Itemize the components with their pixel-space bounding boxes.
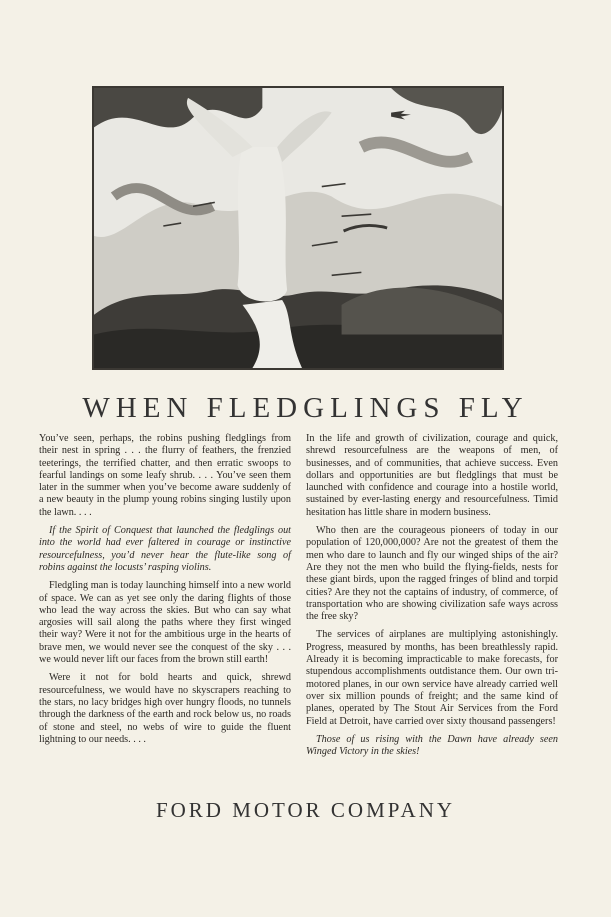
paragraph: Were it not for bold hearts and quick, shrewd resourcefulness, we would have no skyscrapers reaching to the stars, no lacy bridges high over hungry floods, no tunnels through the darkness of the earth and rock below us, no roads of stone and steel, no webs of wire to guide the fluent lightning to our needs. . . . (39, 672, 291, 745)
headline: WHEN FLEDGLINGS FLY (82, 392, 529, 424)
paragraph: The services of airplanes are multiplying astonishingly. Progress, measured by months, has been breathlessly rapid. Already it is becoming impracticable to make forecasts, for stupendous accomplishments outdistance them. Our own tri-motored planes, in our own service have already carried well over six million pounds of freight; and the same kind of planes, operated by The Stout Air Services from the Ford Field at Detroit, have carried over sixty thousand passengers! (306, 629, 558, 727)
paragraph-italic: Those of us rising with the Dawn have already seen Winged Victory in the skies! (306, 733, 558, 758)
paragraph: Who then are the courageous pioneers of today in our population of 120,000,000? Are not the greatest of them the men who dare to launch and fly our winged ships of the air? Are they not the men who build the flying-fields, nests for these giant birds, upon the ragged fringes of blind and torpid cities? Are they not the captains of industry, of commerce, of transportation who are showing civilization safe ways across the free sky? (306, 525, 558, 623)
signature: FORD MOTOR COMPANY (155, 798, 456, 822)
paragraph-italic: If the Spirit of Conquest that launched the fledglings out into the world had ever faltered in courage or instinctive resourcefulness, you’d never hear the flute-like song of robins against the locusts’ rasping violins. (39, 525, 291, 573)
paragraph: In the life and growth of civilization, courage and quick, shrewd resourcefulness are the weapons of men, of businesses, and of communities, that achieve success. Even dollars and opportunities are but fledglings that must be launched with confidence and courage into a hostile world, sustained by ever-lasting energy and resourcefulness. Timid hesitation has little share in modern business. (306, 433, 558, 518)
right-column (306, 433, 558, 764)
paragraph: Fledgling man is today launching himself into a new world of space. We can as yet see only the daring flights of those who lead the way across the skies. But who can say what argosies will sail along the paths where they first winged their way? Were it not for the ambitious urge in the hearts of brave men, we would never see the conquest of the sky . . . we would never lift our faces from the brown still earth! (39, 580, 291, 666)
left-column (39, 433, 291, 752)
paragraph: You’ve seen, perhaps, the robins pushing fledglings from their nest in spring . . . the flurry of feathers, the frenzied teeterings, the terrified chatter, and then erratic swoops to fearful landings on some leafy shrub. . . . You’ve seen them later in the summer when you’ve become aware suddenly of a new beauty in the plump young robins singing lustily upon the lawn. . . . (39, 433, 291, 518)
illustration-artwork (94, 88, 502, 368)
winged-victory-illustration (92, 86, 504, 370)
